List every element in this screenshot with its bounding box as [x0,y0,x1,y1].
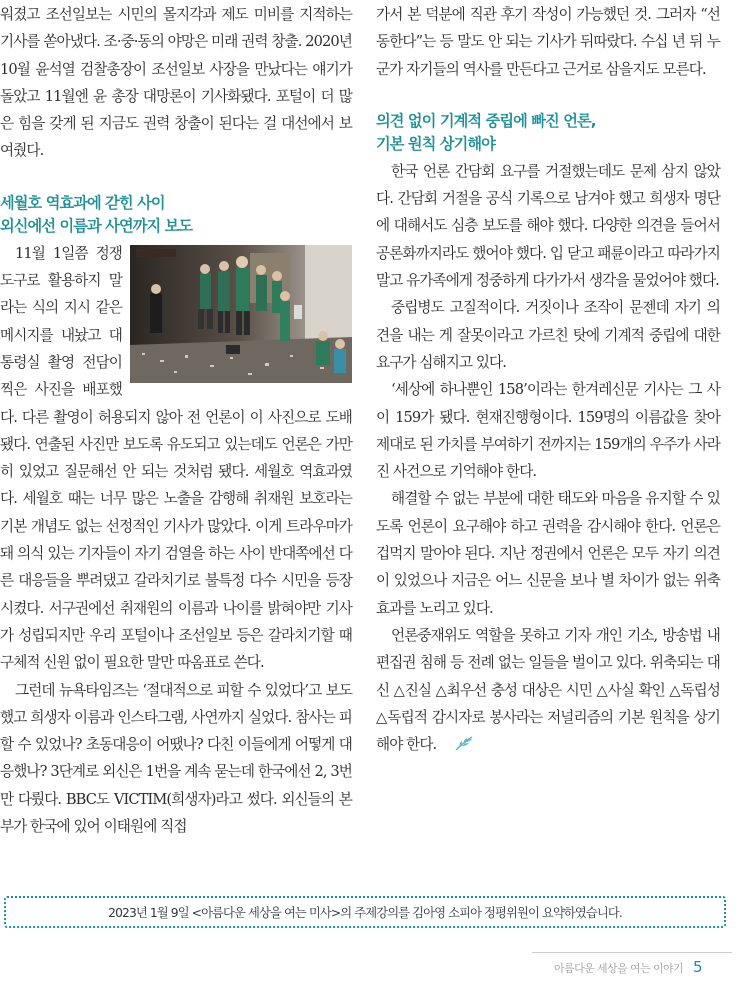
article-paragraph: 가서 본 덕분에 직관 후기 작성이 가능했던 것. 그러자 “선동한다”는 등 말도 안 되는 기사가 뒤따랐다. 수십 년 뒤 누군가 자기들의 역사를 만든다고 근거로 삼을지도 모른다. [376,6,720,78]
right-column [376,0,720,761]
news-photo [130,245,352,383]
article-paragraph: 한국 언론 간담회 요구를 거절했는데도 문제 삼지 않았다. 간담회 거절을 공식 기록으로 남겨야 했고 희생자 명단에 대해서도 심층 보도를 해야 했다. 다양한 의견을 들어서 공론화까지라도 했어야 했다. 입 닫고 패륜이라고 따라가지 말고 유가족에게 정중하게 다가가서 생각을 물었어야 했다. [376,162,720,290]
footer-title: 아름다운 세상을 여는 이야기 [554,962,684,975]
section-heading-line: 세월호 역효과에 갇힌 사이 [0,193,165,212]
section-heading-line: 외신에선 이름과 사연까지 보도 [0,216,193,235]
leaf-icon-graphic [454,736,474,752]
section-heading [376,110,720,156]
page-footer [554,958,702,976]
summary-caption-text: 2023년 1월 9일 <아름다운 세상을 여는 미사>의 주제강의를 김아영 소피아 정평위원이 요약하였습니다. [108,906,622,920]
leaf-icon [439,734,474,761]
section-heading-line: 의견 없이 기계적 중립에 빠진 언론, [376,111,596,130]
article-paragraph [376,622,720,761]
article-paragraph: 그런데 뉴욕타임즈는 ‘절대적으로 피할 수 있었다’고 보도했고 희생자 이름과 인스타그램, 사연까지 실었다. 참사는 피할 수 있었나? 초동대응이 어땠나? 다친 이들에게 어떻게 대응했나? 3단계로 외신은 1번을 계속 묻는데 한국에선 2, 3번만 다뤘다. BBC도 VICTIM(희생자)라고 썼다. 외신들의 본부가 한국에 있어 이태원에 직접 [0,681,352,836]
article-paragraph-text: 11월 1일쯤 정쟁 도구로 활용하지 말라는 식의 지시 같은 메시지를 내놨고 대통령실 촬영 전담이 찍은 사진을 배포했다. 다른 촬영이 허용되지 않아 전 언론이 이 사진으로 도배됐다. 연출된 사진만 보도록 유도되고 있는데도 언론은 가만히 있었고 질문해선 안 되는 것처럼 됐다. 세월호 역효과였다. 세월호 때는 너무 많은 노출을 감행해 취재원 보호라는 기본 개념도 없는 선정적인 기사가 많았다. 이게 트라우마가 돼 의식 있는 기자들이 자기 검열을 하는 사이 반대쪽에선 다른 대응들을 뿌려댔고 갈라치기로 불특정 다수 시민을 등장시켰다. 서구권에선 취재원의 이름과 나이를 밝혀야만 기사가 성립되지만 우리 포털이나 조선일보 등은 갈라치기할 때 구체적 신원 없이 필요한 말만 따옴표로 쓴다. [0,244,352,672]
section-heading-line: 기본 원칙 상기해야 [376,134,495,153]
article-paragraph: 해결할 수 없는 부분에 대한 태도와 마음을 유지할 수 있도록 언론이 요구해야 하고 권력을 감시해야 한다. 언론은 겁먹지 말아야 된다. 지난 정권에서 언론은 모두 자기 의견이 있었으나 지금은 어느 신문을 보나 별 차이가 없는 위축 효과를 노리고 있다. [376,490,720,617]
left-column [0,0,352,840]
article-paragraph-text: 언론중재위도 역할을 못하고 기자 개인 기소, 방송법 내 편집권 침해 등 전례 없는 일들을 벌이고 있다. 위축되는 대신 △진실 △최우선 충성 대상은 시민 △사실 확인 △독립성 △독립적 감시자로 봉사라는 저널리즘의 기본 원칙을 상기해야 한다. [376,626,720,754]
article-paragraph: ‘세상에 하나뿐인 158’이라는 한겨레신문 기사는 그 사이 159가 됐다. 현재진행형이다. 159명의 이름값을 찾아 제대로 된 가치를 부여하기 전까지는 159개의 우주가 사라진 사건으로 기억해야 한다. [376,381,720,481]
footer-divider [532,952,732,953]
article-paragraph: 워졌고 조선일보는 시민의 몰지각과 제도 미비를 지적하는 기사를 쏟아냈다. 조·중·동의 야망은 미래 권력 창출. 2020년 10월 윤석열 검찰총장이 조선일보 사장을 만났다는 얘기가 돌았고 11월엔 윤 총장 대망론이 기사화됐다. 포털이 더 많은 힘을 갖게 된 지금도 권력 창출이 된다는 걸 대선에서 보여줬다. [0,6,352,160]
news-photo-image [130,245,352,383]
page-number: 5 [693,958,702,976]
summary-caption-box [4,896,726,928]
article-paragraph: 중립병도 고질적이다. 거짓이나 조작이 문젠데 자기 의견을 내는 게 잘못이라고 가르친 탓에 기계적 중립에 대한 요구가 심해지고 있다. [376,299,720,371]
article-paragraph [0,240,352,677]
section-heading [0,192,352,238]
